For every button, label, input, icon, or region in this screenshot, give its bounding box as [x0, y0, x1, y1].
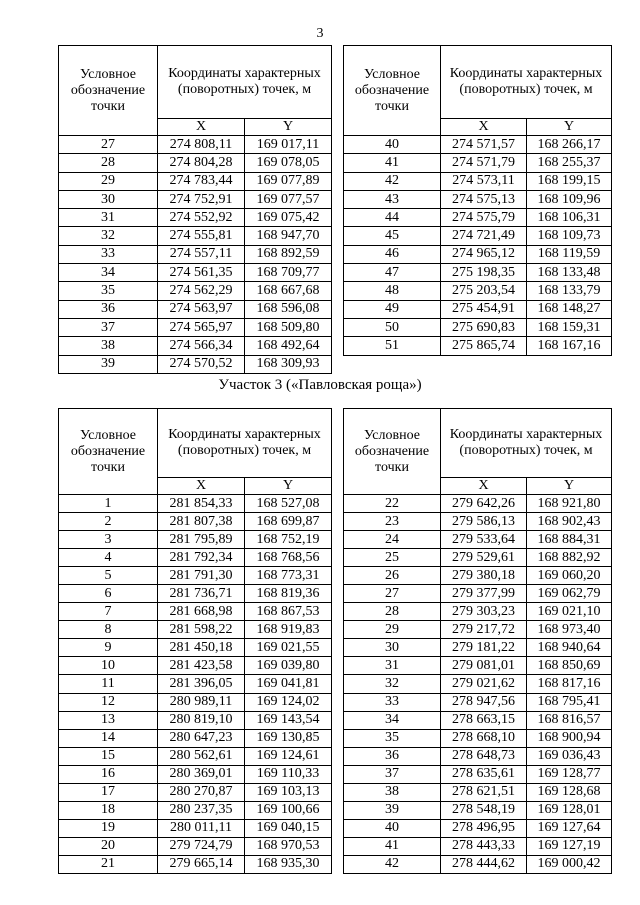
table-row [59, 639, 332, 657]
table-row [59, 693, 332, 711]
point-number-cell: 31 [59, 209, 158, 227]
table-row [59, 531, 332, 549]
table-row [59, 729, 332, 747]
point-number-cell: 11 [59, 675, 158, 693]
y-coordinate-cell: 169 041,81 [245, 675, 332, 693]
table-row [344, 300, 612, 318]
point-number-cell: 8 [59, 621, 158, 639]
x-coordinate-cell: 280 819,10 [158, 711, 245, 729]
y-coordinate-cell: 168 667,68 [245, 282, 332, 300]
x-coordinate-cell: 274 721,49 [441, 227, 527, 245]
table-row [59, 300, 332, 318]
point-number-cell: 49 [344, 300, 441, 318]
table-row [59, 495, 332, 513]
x-coordinate-cell: 281 791,30 [158, 567, 245, 585]
y-coordinate-cell: 169 143,54 [245, 711, 332, 729]
point-number-cell: 42 [344, 855, 441, 873]
table-row [59, 209, 332, 227]
header-y: Y [245, 119, 332, 136]
table-row [344, 585, 612, 603]
x-coordinate-cell: 278 444,62 [441, 855, 527, 873]
x-coordinate-cell: 278 621,51 [441, 783, 527, 801]
y-coordinate-cell: 169 021,55 [245, 639, 332, 657]
x-coordinate-cell: 275 198,35 [441, 264, 527, 282]
coordinates-table-bottom-right [343, 408, 612, 874]
y-coordinate-cell: 168 106,31 [527, 209, 612, 227]
y-coordinate-cell: 168 902,43 [527, 513, 612, 531]
point-number-cell: 13 [59, 711, 158, 729]
point-number-cell: 28 [344, 603, 441, 621]
point-number-cell: 2 [59, 513, 158, 531]
x-coordinate-cell: 280 011,11 [158, 819, 245, 837]
x-coordinate-cell: 280 647,23 [158, 729, 245, 747]
x-coordinate-cell: 274 562,29 [158, 282, 245, 300]
x-coordinate-cell: 274 808,11 [158, 136, 245, 154]
point-number-cell: 10 [59, 657, 158, 675]
point-number-cell: 26 [344, 567, 441, 585]
x-coordinate-cell: 278 496,95 [441, 819, 527, 837]
x-coordinate-cell: 275 865,74 [441, 337, 527, 355]
table-row [59, 227, 332, 245]
point-number-cell: 16 [59, 765, 158, 783]
point-number-cell: 38 [59, 337, 158, 355]
table-row [344, 227, 612, 245]
table-row [344, 693, 612, 711]
y-coordinate-cell: 169 130,85 [245, 729, 332, 747]
x-coordinate-cell: 279 724,79 [158, 837, 245, 855]
y-coordinate-cell: 168 882,92 [527, 549, 612, 567]
table-row [344, 855, 612, 873]
header-x: X [441, 478, 527, 495]
x-coordinate-cell: 274 557,11 [158, 245, 245, 263]
y-coordinate-cell: 169 062,79 [527, 585, 612, 603]
table-row [59, 837, 332, 855]
y-coordinate-cell: 169 078,05 [245, 154, 332, 172]
table-row [344, 711, 612, 729]
x-coordinate-cell: 279 533,64 [441, 531, 527, 549]
table-row [344, 801, 612, 819]
x-coordinate-cell: 274 575,13 [441, 190, 527, 208]
table-row [59, 621, 332, 639]
point-number-cell: 43 [344, 190, 441, 208]
header-x: X [441, 119, 527, 136]
table-row [344, 154, 612, 172]
x-coordinate-cell: 279 529,61 [441, 549, 527, 567]
x-coordinate-cell: 274 565,97 [158, 318, 245, 336]
table-row [344, 136, 612, 154]
point-number-cell: 22 [344, 495, 441, 513]
table-row [344, 729, 612, 747]
point-number-cell: 31 [344, 657, 441, 675]
x-coordinate-cell: 275 690,83 [441, 318, 527, 336]
header-coords-label: Координаты характерных (поворотных) точек, м [441, 46, 612, 119]
table-row [344, 765, 612, 783]
header-x: X [158, 119, 245, 136]
point-number-cell: 35 [344, 729, 441, 747]
point-number-cell: 1 [59, 495, 158, 513]
point-number-cell: 14 [59, 729, 158, 747]
x-coordinate-cell: 275 203,54 [441, 282, 527, 300]
y-coordinate-cell: 168 148,27 [527, 300, 612, 318]
table-row [344, 318, 612, 336]
x-coordinate-cell: 274 965,12 [441, 245, 527, 263]
table-row [344, 549, 612, 567]
x-coordinate-cell: 278 668,10 [441, 729, 527, 747]
header-coords-label: Координаты характерных (поворотных) точек, м [158, 409, 332, 478]
x-coordinate-cell: 278 648,73 [441, 747, 527, 765]
x-coordinate-cell: 274 783,44 [158, 172, 245, 190]
table-row [344, 675, 612, 693]
table-row [344, 657, 612, 675]
x-coordinate-cell: 278 663,15 [441, 711, 527, 729]
y-coordinate-cell: 168 900,94 [527, 729, 612, 747]
y-coordinate-cell: 169 021,10 [527, 603, 612, 621]
table-row [59, 801, 332, 819]
coordinates-table-top-left [58, 45, 332, 374]
table-row [59, 337, 332, 355]
y-coordinate-cell: 168 970,53 [245, 837, 332, 855]
y-coordinate-cell: 169 060,20 [527, 567, 612, 585]
point-number-cell: 30 [59, 190, 158, 208]
header-x: X [158, 478, 245, 495]
x-coordinate-cell: 281 795,89 [158, 531, 245, 549]
point-number-cell: 41 [344, 154, 441, 172]
point-number-cell: 12 [59, 693, 158, 711]
header-coords-label: Координаты характерных (поворотных) точек, м [441, 409, 612, 478]
y-coordinate-cell: 168 752,19 [245, 531, 332, 549]
point-number-cell: 44 [344, 209, 441, 227]
point-number-cell: 19 [59, 819, 158, 837]
point-number-cell: 36 [344, 747, 441, 765]
point-number-cell: 29 [344, 621, 441, 639]
table-row [344, 209, 612, 227]
point-number-cell: 47 [344, 264, 441, 282]
point-number-cell: 29 [59, 172, 158, 190]
x-coordinate-cell: 281 423,58 [158, 657, 245, 675]
table-row [59, 819, 332, 837]
point-number-cell: 23 [344, 513, 441, 531]
y-coordinate-cell: 168 109,73 [527, 227, 612, 245]
point-number-cell: 18 [59, 801, 158, 819]
x-coordinate-cell: 280 237,35 [158, 801, 245, 819]
header-point-label: Условное обозначение точки [344, 409, 441, 495]
y-coordinate-cell: 168 199,15 [527, 172, 612, 190]
y-coordinate-cell: 169 128,01 [527, 801, 612, 819]
table-row [59, 154, 332, 172]
x-coordinate-cell: 274 552,92 [158, 209, 245, 227]
x-coordinate-cell: 279 081,01 [441, 657, 527, 675]
point-number-cell: 34 [344, 711, 441, 729]
point-number-cell: 32 [344, 675, 441, 693]
point-number-cell: 4 [59, 549, 158, 567]
table-row [59, 657, 332, 675]
y-coordinate-cell: 168 935,30 [245, 855, 332, 873]
table-row [59, 355, 332, 373]
table-row [59, 711, 332, 729]
point-number-cell: 3 [59, 531, 158, 549]
x-coordinate-cell: 279 303,23 [441, 603, 527, 621]
table-row [344, 639, 612, 657]
table-row [344, 337, 612, 355]
point-number-cell: 39 [344, 801, 441, 819]
point-number-cell: 15 [59, 747, 158, 765]
table-row [59, 747, 332, 765]
table-row [344, 783, 612, 801]
x-coordinate-cell: 281 668,98 [158, 603, 245, 621]
y-coordinate-cell: 168 109,96 [527, 190, 612, 208]
y-coordinate-cell: 168 867,53 [245, 603, 332, 621]
x-coordinate-cell: 279 586,13 [441, 513, 527, 531]
x-coordinate-cell: 279 217,72 [441, 621, 527, 639]
x-coordinate-cell: 281 396,05 [158, 675, 245, 693]
point-number-cell: 35 [59, 282, 158, 300]
point-number-cell: 5 [59, 567, 158, 585]
point-number-cell: 30 [344, 639, 441, 657]
y-coordinate-cell: 168 266,17 [527, 136, 612, 154]
table-row [59, 585, 332, 603]
table-row [59, 245, 332, 263]
y-coordinate-cell: 169 124,61 [245, 747, 332, 765]
x-coordinate-cell: 279 021,62 [441, 675, 527, 693]
point-number-cell: 45 [344, 227, 441, 245]
table-row [59, 513, 332, 531]
x-coordinate-cell: 280 369,01 [158, 765, 245, 783]
x-coordinate-cell: 275 454,91 [441, 300, 527, 318]
point-number-cell: 41 [344, 837, 441, 855]
x-coordinate-cell: 274 575,79 [441, 209, 527, 227]
y-coordinate-cell: 168 596,08 [245, 300, 332, 318]
x-coordinate-cell: 280 562,61 [158, 747, 245, 765]
y-coordinate-cell: 168 850,69 [527, 657, 612, 675]
point-number-cell: 27 [344, 585, 441, 603]
y-coordinate-cell: 169 075,42 [245, 209, 332, 227]
x-coordinate-cell: 274 804,28 [158, 154, 245, 172]
table-row [59, 136, 332, 154]
section-title: Участок 3 («Павловская роща») [218, 377, 422, 393]
x-coordinate-cell: 278 635,61 [441, 765, 527, 783]
table-row [344, 747, 612, 765]
header-point-label: Условное обозначение точки [59, 409, 158, 495]
point-number-cell: 25 [344, 549, 441, 567]
y-coordinate-cell: 168 709,77 [245, 264, 332, 282]
point-number-cell: 36 [59, 300, 158, 318]
header-point-label: Условное обозначение точки [344, 46, 441, 136]
table-row [59, 855, 332, 873]
y-coordinate-cell: 169 039,80 [245, 657, 332, 675]
y-coordinate-cell: 169 128,77 [527, 765, 612, 783]
point-number-cell: 37 [344, 765, 441, 783]
table-row [344, 282, 612, 300]
y-coordinate-cell: 169 103,13 [245, 783, 332, 801]
coordinates-table-bottom-left [58, 408, 332, 874]
x-coordinate-cell: 281 736,71 [158, 585, 245, 603]
x-coordinate-cell: 274 571,57 [441, 136, 527, 154]
y-coordinate-cell: 169 036,43 [527, 747, 612, 765]
y-coordinate-cell: 168 255,37 [527, 154, 612, 172]
y-coordinate-cell: 169 040,15 [245, 819, 332, 837]
y-coordinate-cell: 169 127,64 [527, 819, 612, 837]
x-coordinate-cell: 274 566,34 [158, 337, 245, 355]
y-coordinate-cell: 168 773,31 [245, 567, 332, 585]
table-row [344, 495, 612, 513]
table-row [59, 549, 332, 567]
y-coordinate-cell: 168 527,08 [245, 495, 332, 513]
y-coordinate-cell: 169 100,66 [245, 801, 332, 819]
table-row [344, 819, 612, 837]
table-row [344, 172, 612, 190]
x-coordinate-cell: 281 598,22 [158, 621, 245, 639]
point-number-cell: 6 [59, 585, 158, 603]
header-y: Y [527, 478, 612, 495]
x-coordinate-cell: 274 555,81 [158, 227, 245, 245]
point-number-cell: 46 [344, 245, 441, 263]
point-number-cell: 37 [59, 318, 158, 336]
y-coordinate-cell: 168 816,57 [527, 711, 612, 729]
table-row [344, 567, 612, 585]
table-row [59, 675, 332, 693]
point-number-cell: 40 [344, 136, 441, 154]
y-coordinate-cell: 169 124,02 [245, 693, 332, 711]
y-coordinate-cell: 169 077,89 [245, 172, 332, 190]
table-row [344, 603, 612, 621]
y-coordinate-cell: 168 699,87 [245, 513, 332, 531]
y-coordinate-cell: 168 921,80 [527, 495, 612, 513]
y-coordinate-cell: 168 768,56 [245, 549, 332, 567]
point-number-cell: 48 [344, 282, 441, 300]
header-point-label: Условное обозначение точки [59, 46, 158, 136]
x-coordinate-cell: 280 270,87 [158, 783, 245, 801]
y-coordinate-cell: 168 892,59 [245, 245, 332, 263]
y-coordinate-cell: 168 492,64 [245, 337, 332, 355]
point-number-cell: 34 [59, 264, 158, 282]
y-coordinate-cell: 168 919,83 [245, 621, 332, 639]
y-coordinate-cell: 169 000,42 [527, 855, 612, 873]
x-coordinate-cell: 274 563,97 [158, 300, 245, 318]
y-coordinate-cell: 168 159,31 [527, 318, 612, 336]
table-row [344, 245, 612, 263]
point-number-cell: 33 [344, 693, 441, 711]
x-coordinate-cell: 278 548,19 [441, 801, 527, 819]
y-coordinate-cell: 169 017,11 [245, 136, 332, 154]
y-coordinate-cell: 168 309,93 [245, 355, 332, 373]
x-coordinate-cell: 274 561,35 [158, 264, 245, 282]
table-row [59, 567, 332, 585]
y-coordinate-cell: 168 819,36 [245, 585, 332, 603]
x-coordinate-cell: 274 570,52 [158, 355, 245, 373]
y-coordinate-cell: 168 884,31 [527, 531, 612, 549]
point-number-cell: 38 [344, 783, 441, 801]
x-coordinate-cell: 278 947,56 [441, 693, 527, 711]
x-coordinate-cell: 274 573,11 [441, 172, 527, 190]
x-coordinate-cell: 281 450,18 [158, 639, 245, 657]
y-coordinate-cell: 169 077,57 [245, 190, 332, 208]
point-number-cell: 21 [59, 855, 158, 873]
table-row [59, 603, 332, 621]
point-number-cell: 40 [344, 819, 441, 837]
point-number-cell: 17 [59, 783, 158, 801]
point-number-cell: 20 [59, 837, 158, 855]
x-coordinate-cell: 279 377,99 [441, 585, 527, 603]
header-y: Y [245, 478, 332, 495]
table-row [344, 531, 612, 549]
y-coordinate-cell: 169 127,19 [527, 837, 612, 855]
y-coordinate-cell: 168 973,40 [527, 621, 612, 639]
y-coordinate-cell: 168 167,16 [527, 337, 612, 355]
header-y: Y [527, 119, 612, 136]
table-row [59, 783, 332, 801]
x-coordinate-cell: 278 443,33 [441, 837, 527, 855]
table-row [344, 837, 612, 855]
y-coordinate-cell: 168 133,48 [527, 264, 612, 282]
point-number-cell: 42 [344, 172, 441, 190]
point-number-cell: 24 [344, 531, 441, 549]
point-number-cell: 28 [59, 154, 158, 172]
x-coordinate-cell: 281 792,34 [158, 549, 245, 567]
y-coordinate-cell: 168 509,80 [245, 318, 332, 336]
table-row [59, 765, 332, 783]
point-number-cell: 9 [59, 639, 158, 657]
point-number-cell: 33 [59, 245, 158, 263]
point-number-cell: 32 [59, 227, 158, 245]
y-coordinate-cell: 169 128,68 [527, 783, 612, 801]
x-coordinate-cell: 279 665,14 [158, 855, 245, 873]
table-row [59, 282, 332, 300]
point-number-cell: 39 [59, 355, 158, 373]
y-coordinate-cell: 168 947,70 [245, 227, 332, 245]
coordinates-table-top-right [343, 45, 612, 356]
point-number-cell: 51 [344, 337, 441, 355]
table-row [344, 190, 612, 208]
x-coordinate-cell: 274 571,79 [441, 154, 527, 172]
table-row [344, 513, 612, 531]
table-row [59, 264, 332, 282]
y-coordinate-cell: 168 940,64 [527, 639, 612, 657]
x-coordinate-cell: 281 807,38 [158, 513, 245, 531]
page-number: 3 [316, 26, 324, 41]
point-number-cell: 7 [59, 603, 158, 621]
point-number-cell: 27 [59, 136, 158, 154]
table-row [59, 172, 332, 190]
table-row [344, 621, 612, 639]
point-number-cell: 50 [344, 318, 441, 336]
y-coordinate-cell: 169 110,33 [245, 765, 332, 783]
x-coordinate-cell: 279 642,26 [441, 495, 527, 513]
y-coordinate-cell: 168 119,59 [527, 245, 612, 263]
header-coords-label: Координаты характерных (поворотных) точек, м [158, 46, 332, 119]
table-row [59, 190, 332, 208]
y-coordinate-cell: 168 817,16 [527, 675, 612, 693]
x-coordinate-cell: 279 181,22 [441, 639, 527, 657]
x-coordinate-cell: 274 752,91 [158, 190, 245, 208]
y-coordinate-cell: 168 133,79 [527, 282, 612, 300]
table-row [344, 264, 612, 282]
x-coordinate-cell: 280 989,11 [158, 693, 245, 711]
y-coordinate-cell: 168 795,41 [527, 693, 612, 711]
table-row [59, 318, 332, 336]
x-coordinate-cell: 279 380,18 [441, 567, 527, 585]
x-coordinate-cell: 281 854,33 [158, 495, 245, 513]
